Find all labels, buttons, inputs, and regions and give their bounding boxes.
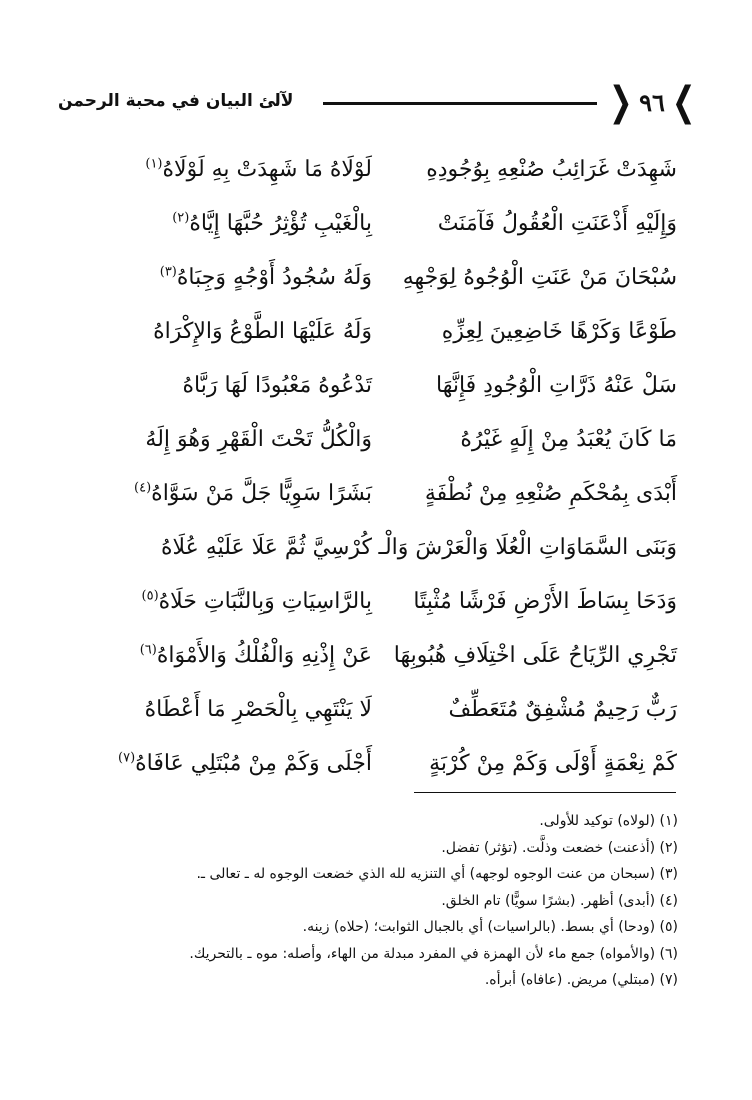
verse — [72, 148, 677, 202]
verse-first-hemistich: طَوْعًا وَكَرْهًا خَاضِعِينَ لِعِزِّهِ — [441, 319, 677, 344]
verse-first-hemistich: وَبَنَى السَّمَاوَاتِ الْعُلَا وَالْعَرْشَ وَالْـ — [378, 535, 677, 560]
footnote: (٧) (مبتلي) مريض. (عافاه) أبرأه. — [484, 972, 678, 988]
header-rule — [323, 102, 597, 105]
poem — [72, 148, 677, 796]
verse — [72, 310, 677, 364]
verse-first-hemistich: مَا كَانَ يُعْبَدُ مِنْ إِلَهٍ غَيْرُهُ — [460, 427, 677, 452]
verse-first-hemistich: وَإِلَيْهِ أَذْعَنَتِ الْعُقُولُ فَآمَنَتْ — [437, 211, 677, 236]
footnote: (٥) (ودحا) أي بسط. (بالراسيات) أي بالجبال الثوابت؛ (حلاه) زينه. — [302, 919, 678, 935]
footnote-reference: (١) — [145, 156, 163, 172]
verse-second-hemistich — [72, 148, 372, 202]
verse-first-hemistich: وَدَحَا بِسَاطَ الأَرْضِ فَرْشًا مُثْبِتًا — [413, 589, 677, 614]
verse-second-text: وَلَهُ سُجُودُ أَوْجُهٍ وَجِبَاهُ — [176, 265, 372, 290]
verse-first-hemistich: رَبٌّ رَحِيمٌ مُشْفِقٌ مُتَعَطِّفٌ — [448, 697, 677, 722]
verse-second-text: لَا يَنْتَهِي بِالْحَصْرِ مَا أَعْطَاهُ — [144, 697, 372, 722]
left-bracket-icon: ❯ — [671, 79, 696, 125]
footnote: (٣) (سبحان من عنت الوجوه لوجهه) أي التنزيه لله الذي خضعت الوجوه له ـ تعالى ـ. — [196, 866, 678, 882]
verse-second-text: وَلَهُ عَلَيْهَا الطَّوْعُ وَالإِكْرَاهُ — [153, 319, 372, 344]
verse — [72, 580, 677, 634]
verse-second-text: بَشَرًا سَوِيًّا جَلَّ مَنْ سَوَّاهُ — [151, 481, 372, 506]
page-number-badge — [608, 79, 696, 125]
footnote-separator — [414, 792, 676, 793]
verse-second-text: بِالرَّاسِيَاتِ وَبِالنَّبَاتِ حَلَاهُ — [158, 589, 372, 614]
verse-first-hemistich: أَبْدَى بِمُحْكَمِ صُنْعِهِ مِنْ نُطْفَةٍ — [424, 481, 677, 506]
verse — [72, 418, 677, 472]
verse-second-text: بِالْغَيْبِ تُؤْثِرُ حُبَّهَا إِيَّاهُ — [189, 211, 372, 236]
verse-second-hemistich — [72, 256, 372, 310]
verse-second-hemistich — [72, 202, 372, 256]
verse-first-hemistich: سَلْ عَنْهُ ذَرَّاتِ الْوُجُودِ فَإِنَّهَا — [435, 373, 677, 398]
footnote-reference: (٥) — [141, 588, 159, 604]
verse-second-text: كُرْسِيَّ ثُمَّ عَلَا عَلَيْهِ عُلَاهُ — [161, 535, 372, 560]
footnote: (١) (لولاه) توكيد للأولى. — [539, 813, 678, 829]
verse-first-hemistich: سُبْحَانَ مَنْ عَنَتِ الْوُجُوهُ لِوَجْهِهِ — [402, 265, 677, 290]
footnote-reference: (٣) — [159, 264, 177, 280]
footnotes — [58, 808, 678, 994]
footnote: (٢) (أذعنت) خضعت وذلَّت. (تؤثر) تفضل. — [441, 839, 678, 856]
verse — [72, 202, 677, 256]
verse — [72, 364, 677, 418]
verse-second-hemistich — [72, 364, 372, 418]
verse-first-hemistich: شَهِدَتْ غَرَائِبُ صُنْعِهِ بِوُجُودِهِ — [426, 157, 677, 182]
footnote: (٦) (والأمواه) جمع ماء لأن الهمزة في المفرد مبدلة من الهاء، وأصله: موه ـ بالتحريك. — [189, 945, 678, 962]
page-header — [58, 79, 696, 128]
verse-second-text: لَوْلَاهُ مَا شَهِدَتْ بِهِ لَوْلَاهُ — [162, 157, 372, 182]
verse — [72, 742, 677, 796]
verse-second-text: أَجْلَى وَكَمْ مِنْ مُبْتَلِي عَافَاهُ — [135, 751, 372, 776]
book-title: لآلئ البيان في محبة الرحمن — [58, 91, 294, 111]
verse-second-hemistich — [72, 742, 372, 796]
footnote-reference: (٢) — [172, 210, 190, 226]
verse-second-hemistich — [72, 526, 372, 580]
verse — [72, 256, 677, 310]
footnote-reference: (٦) — [139, 642, 157, 658]
verse — [72, 472, 677, 526]
verse-first-hemistich: تَجْرِي الرِّيَاحُ عَلَى اخْتِلَافِ هُبُوبِهَا — [393, 643, 677, 668]
verse-second-text: تَدْعُوهُ مَعْبُودًا لَهَا رَبَّاهُ — [182, 373, 372, 398]
verse-second-hemistich — [72, 688, 372, 742]
page-number: ٩٦ — [639, 87, 665, 117]
verse-second-hemistich — [72, 580, 372, 634]
footnote: (٤) (أبدى) أظهر. (بشرًا سويًّا) تام الخلق. — [441, 892, 678, 909]
verse-second-hemistich — [72, 634, 372, 688]
verse-second-hemistich — [72, 472, 372, 526]
right-bracket-icon: ❮ — [608, 79, 633, 125]
verse — [72, 634, 677, 688]
verse-first-hemistich: كَمْ نِعْمَةٍ أَوْلَى وَكَمْ مِنْ كُرْبَةٍ — [429, 751, 677, 776]
verse-second-text: وَالْكُلُّ تَحْتَ الْقَهْرِ وَهُوَ إِلَهُ — [145, 427, 372, 452]
verse — [72, 526, 677, 580]
verse-second-hemistich — [72, 418, 372, 472]
verse-second-text: عَنْ إِذْنِهِ وَالْفُلْكُ وَالأَمْوَاهُ — [156, 643, 372, 668]
footnote-reference: (٤) — [134, 480, 152, 496]
verse — [72, 688, 677, 742]
verse-second-hemistich — [72, 310, 372, 364]
footnote-reference: (٧) — [118, 750, 136, 766]
